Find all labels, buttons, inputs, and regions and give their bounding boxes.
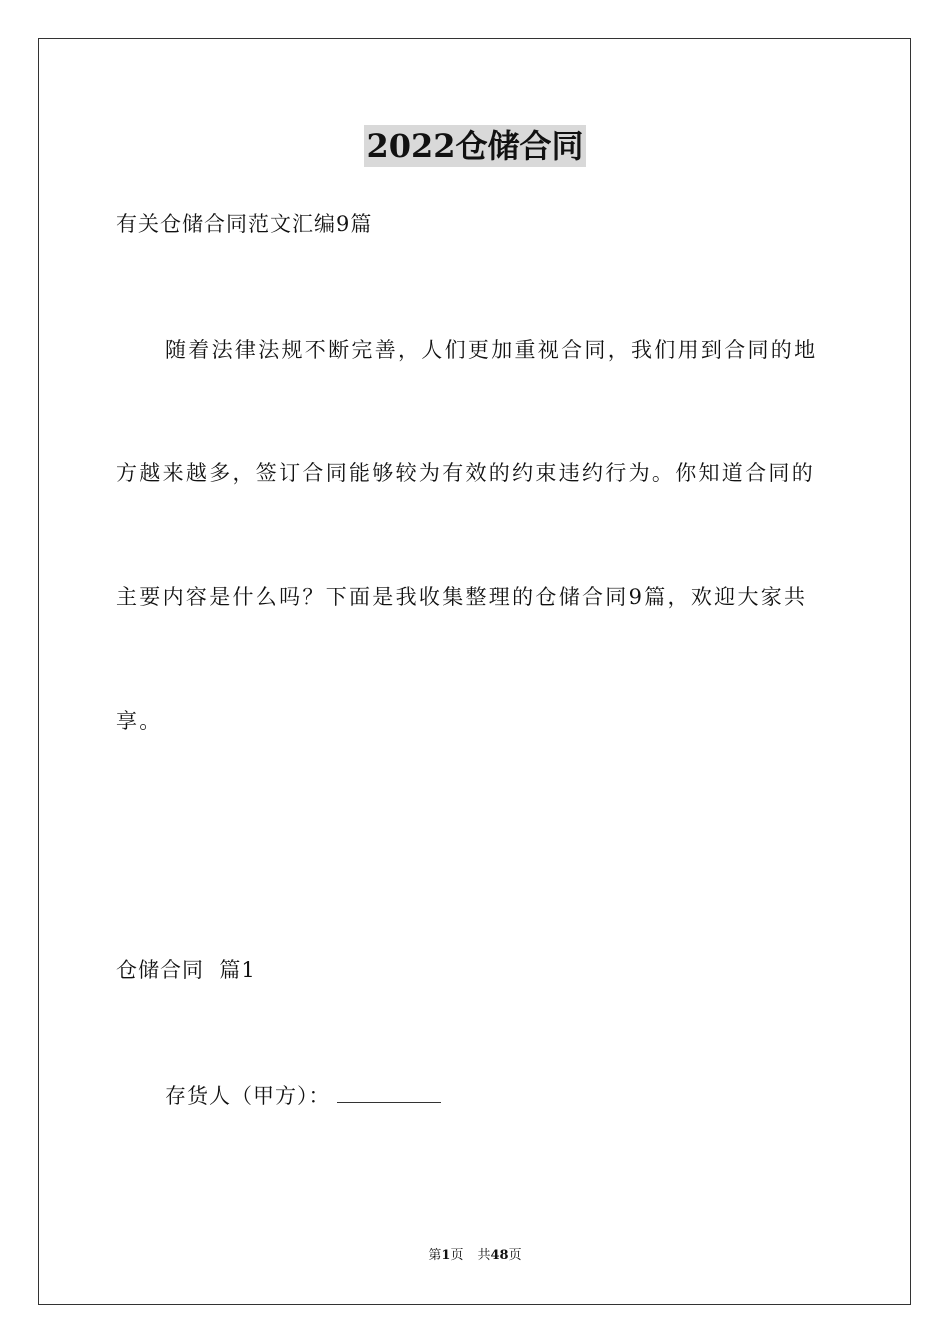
document-title: 2022仓储合同 [366, 127, 584, 165]
footer-total-suffix: 页 [508, 1248, 522, 1263]
paragraph-line: 享。 [116, 709, 163, 733]
footer-total-prefix: 共 [477, 1248, 491, 1263]
paragraph-line: 方越来越多，签订合同能够较为有效的约束违约行为。你知道合同的 [116, 461, 815, 485]
depositor-blank-line [337, 1082, 441, 1103]
paragraph-line: 主要内容是什么吗？下面是我收集整理的仓储合同9篇，欢迎大家共 [116, 585, 808, 609]
document-subtitle: 有关仓储合同范文汇编9篇 [116, 212, 373, 236]
title-container [0, 125, 950, 167]
footer-page-suffix: 页 [450, 1248, 464, 1263]
paragraph-line: 随着法律法规不断完善，人们更加重视合同，我们用到合同的地 [165, 338, 818, 362]
depositor-field-label: 存货人（甲方）： [165, 1084, 331, 1108]
footer-page-prefix: 第 [428, 1248, 442, 1263]
page-footer [0, 1247, 950, 1265]
footer-total-pages: 48 [490, 1248, 509, 1263]
section-heading: 仓储合同 篇1 [116, 958, 256, 982]
footer-page-number: 1 [441, 1248, 451, 1263]
depositor-field [165, 1082, 441, 1110]
